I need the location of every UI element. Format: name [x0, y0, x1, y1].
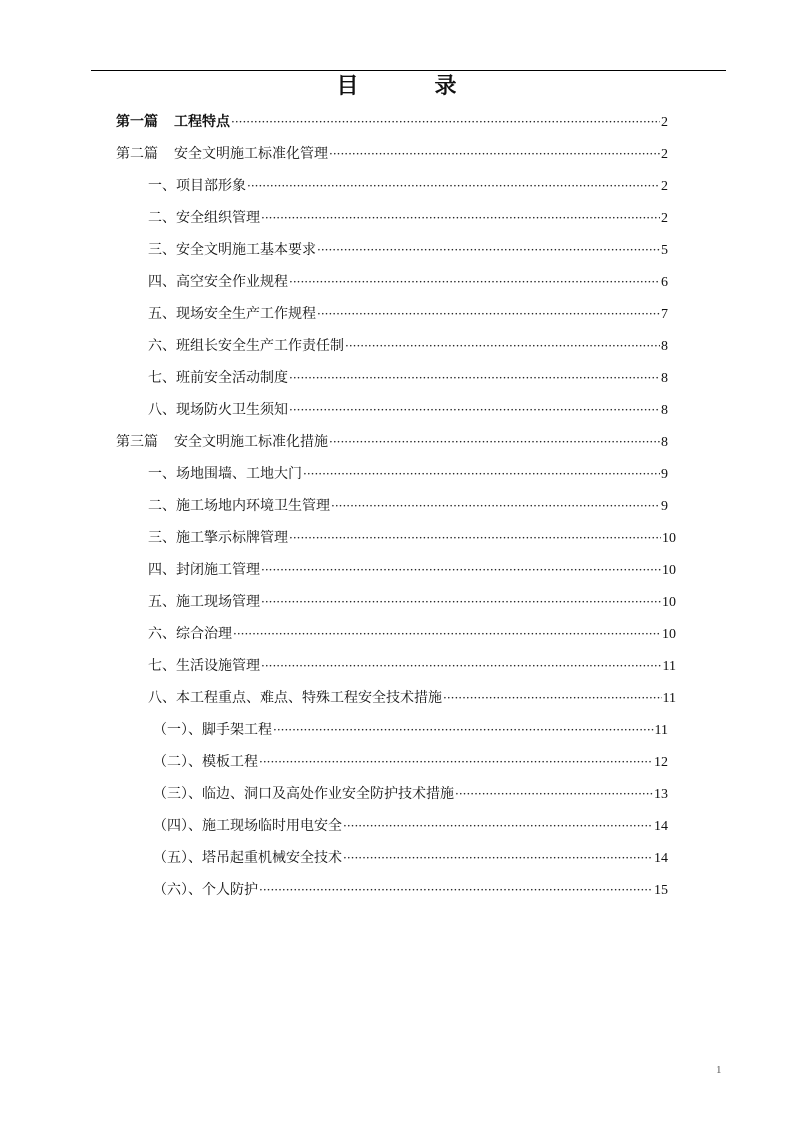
dot-leader [289, 272, 660, 292]
toc-page-number: 10 [662, 531, 676, 546]
toc-page-number: 8 [661, 403, 668, 418]
toc-part-prefix: 第一篇 [116, 114, 158, 130]
dot-leader [455, 784, 653, 804]
toc-page-number: 2 [661, 179, 668, 194]
toc-page-number: 14 [654, 851, 668, 866]
toc-entry-label: 一、项目部形象 [148, 178, 246, 194]
toc-page-number: 8 [661, 371, 668, 386]
toc-entry[interactable] [153, 816, 668, 836]
toc-entry-label: 五、现场安全生产工作规程 [148, 306, 316, 322]
toc-entry[interactable] [148, 688, 676, 708]
title-char-1: 目 [336, 74, 359, 99]
toc-entry-label: 二、施工场地内环境卫生管理 [148, 498, 330, 514]
toc-part-prefix: 第二篇 [116, 146, 158, 162]
toc-page-number: 10 [662, 563, 676, 578]
toc-entry-label: 七、生活设施管理 [148, 658, 260, 674]
toc-entry[interactable] [148, 272, 668, 292]
toc-page-number: 10 [662, 595, 676, 610]
toc-page-number: 11 [654, 723, 668, 738]
toc-entry[interactable] [148, 496, 668, 516]
toc-entry[interactable] [148, 528, 676, 548]
toc-entry-label [116, 432, 328, 452]
toc-entry[interactable] [148, 656, 676, 676]
toc-entry[interactable] [148, 240, 668, 260]
toc-entry-label: 一、场地围墙、工地大门 [148, 466, 302, 482]
page-title [0, 72, 793, 102]
dot-leader [343, 816, 653, 836]
toc-entry-label: （六）、个人防护 [153, 882, 258, 898]
toc-entry[interactable] [116, 144, 668, 164]
dot-leader [261, 560, 661, 580]
toc-page-number: 15 [654, 883, 668, 898]
toc-part-title: 安全文明施工标准化措施 [174, 434, 328, 450]
dot-leader [231, 112, 660, 132]
dot-leader [261, 592, 661, 612]
toc-entry[interactable] [153, 880, 668, 900]
toc-page-number: 2 [661, 115, 668, 130]
dot-leader [329, 144, 660, 164]
toc-entry[interactable] [148, 560, 676, 580]
toc-entry[interactable] [148, 176, 668, 196]
dot-leader [329, 432, 660, 452]
toc-entry-label: 五、施工现场管理 [148, 594, 260, 610]
toc-entry-label: 六、班组长安全生产工作责任制 [148, 338, 344, 354]
toc-entry-label: 二、安全组织管理 [148, 210, 260, 226]
dot-leader [317, 304, 660, 324]
toc-page-number: 2 [661, 211, 668, 226]
toc-entry[interactable] [116, 112, 668, 132]
dot-leader [261, 208, 660, 228]
page-number: 1 [716, 1064, 722, 1076]
toc-entry-label: 三、安全文明施工基本要求 [148, 242, 316, 258]
toc-entry[interactable] [148, 592, 676, 612]
toc-page-number: 14 [654, 819, 668, 834]
toc-entry[interactable] [153, 752, 668, 772]
toc-entry[interactable] [148, 304, 668, 324]
dot-leader [289, 368, 660, 388]
toc-entry-label: 八、本工程重点、难点、特殊工程安全技术措施 [148, 690, 442, 706]
dot-leader [343, 848, 653, 868]
toc-part-title: 安全文明施工标准化管理 [174, 146, 328, 162]
toc-entry-label: 三、施工擎示标牌管理 [148, 530, 288, 546]
toc-entry-label: （二）、模板工程 [153, 754, 258, 770]
toc-entry-label: （四）、施工现场临时用电安全 [153, 818, 342, 834]
toc-page-number: 2 [661, 147, 668, 162]
toc-entry-label: （五）、塔吊起重机械安全技术 [153, 850, 342, 866]
toc-entry[interactable] [148, 624, 676, 644]
toc-entry-label [116, 144, 328, 164]
dot-leader [331, 496, 660, 516]
toc-page-number: 9 [661, 499, 668, 514]
dot-leader [259, 752, 653, 772]
toc-page-number: 8 [661, 339, 668, 354]
toc-entry-label: 八、现场防火卫生须知 [148, 402, 288, 418]
header-rule [91, 70, 726, 71]
title-char-2: 录 [434, 74, 457, 99]
dot-leader [289, 528, 661, 548]
toc-page-number: 11 [662, 691, 676, 706]
toc-entry-label [116, 112, 230, 132]
toc-part-prefix: 第三篇 [116, 434, 158, 450]
dot-leader [233, 624, 661, 644]
toc-entry-label: 四、封闭施工管理 [148, 562, 260, 578]
toc-entry-label: （三）、临边、洞口及高处作业安全防护技术措施 [153, 786, 454, 802]
toc-page-number: 7 [661, 307, 668, 322]
toc-entry[interactable] [148, 464, 668, 484]
toc-entry-label: 七、班前安全活动制度 [148, 370, 288, 386]
toc-entry-label: （一）、脚手架工程 [153, 722, 272, 738]
toc-part-title: 工程特点 [174, 114, 230, 130]
dot-leader [303, 464, 660, 484]
toc-entry-label: 四、高空安全作业规程 [148, 274, 288, 290]
toc-page-number: 10 [662, 627, 676, 642]
toc-page-number: 6 [661, 275, 668, 290]
dot-leader [289, 400, 660, 420]
toc-entry[interactable] [148, 336, 668, 356]
toc-page-number: 13 [654, 787, 668, 802]
toc-page-number: 12 [654, 755, 668, 770]
toc-entry[interactable] [148, 208, 668, 228]
dot-leader [247, 176, 660, 196]
dot-leader [273, 720, 654, 740]
toc-entry[interactable] [153, 720, 668, 740]
dot-leader [345, 336, 660, 356]
dot-leader [259, 880, 653, 900]
toc-page-number: 11 [662, 659, 676, 674]
dot-leader [261, 656, 662, 676]
toc-entry[interactable] [153, 784, 668, 804]
toc-entry[interactable] [116, 432, 668, 452]
dot-leader [443, 688, 662, 708]
toc-entry[interactable] [153, 848, 668, 868]
toc-page-number: 8 [661, 435, 668, 450]
toc-entry[interactable] [148, 400, 668, 420]
toc-page-number: 9 [661, 467, 668, 482]
toc-entry-label: 六、综合治理 [148, 626, 232, 642]
toc-entry[interactable] [148, 368, 668, 388]
dot-leader [317, 240, 660, 260]
toc-page-number: 5 [661, 243, 668, 258]
